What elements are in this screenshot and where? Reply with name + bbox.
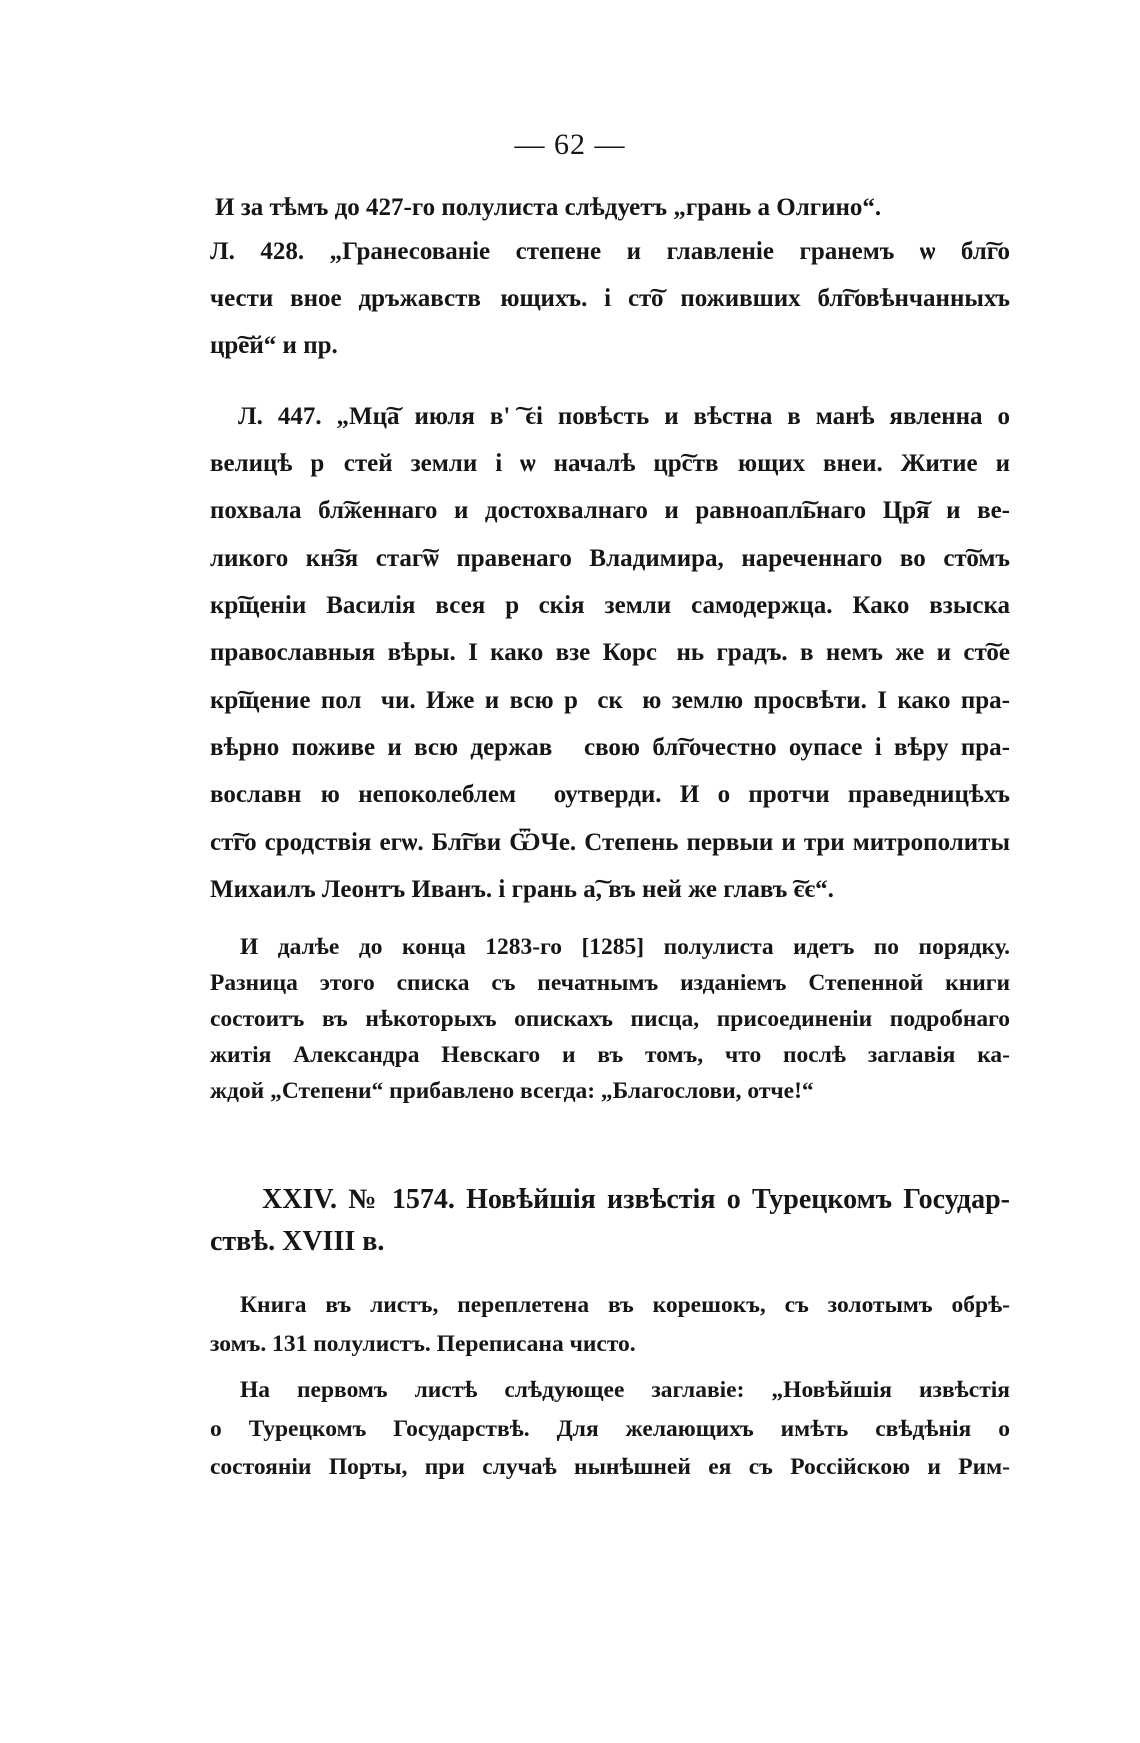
text-line: похвала бл͠женнаго и достохвалнаго и равноапл͠ьнаго Цр͠я и ве- <box>210 497 1010 524</box>
text-line: кр͠щеніи Василія всея р꙽скія земли самодержца. Како взыска <box>210 592 1010 619</box>
text-line: И далѣе до конца 1283-го [1285] полулиста идетъ по порядку. <box>240 934 1010 960</box>
text-line: Л. 447. „Мц͠а июля в' ͠єі повѣсть и вѣстна в манѣ явленна о <box>238 403 1010 430</box>
text-line: велицѣ р꙽стей земли і ѡ началѣ цр͠ств꙽ющих внеи. Житие и <box>210 450 1010 477</box>
text-line: состояніи Порты, при случаѣ нынѣшней ея съ Россійскою и Рим- <box>210 1454 1010 1480</box>
text-line: И за тѣмъ до 427-го полулиста слѣдуетъ „грань а Олгино“. <box>215 194 882 221</box>
section-heading: ствѣ. XVIII в. <box>210 1226 385 1257</box>
text-line: вѣрно поживе и всю держав꙽ свою бл͠гочестно оупасе і вѣру пра- <box>210 734 1010 761</box>
section-heading: XXIV. № 1574. Новѣйшія извѣстія о Турецкомъ Государ- <box>262 1184 1010 1215</box>
text-line: Л. 428. „Гранесованіе степене и главленіе гранемъ ѡ бл͠го <box>210 238 1010 265</box>
text-line: На первомъ листѣ слѣдующее заглавіе: „Новѣйшія извѣстія <box>240 1377 1010 1403</box>
text-line: Михаилъ Леонтъ Иванъ. і грань а͠, въ ней же главъ ͠єє“. <box>210 876 834 903</box>
text-line: ликого кн͠зя стаг͠ѡ правенаго Владимира, нареченнаго во ст͠омъ <box>210 545 1010 572</box>
page-number: — 62 — <box>514 128 626 161</box>
text-line: ждой „Степени“ прибавлено всегда: „Благослови, отче!“ <box>210 1078 814 1104</box>
text-line: чести вное дръжавств꙽ющихъ. і ст͠о поживших бл͠говѣнчанныхъ <box>210 285 1010 312</box>
text-line: о Турецкомъ Государствѣ. Для желающихъ имѣть свѣдѣнія о <box>210 1416 1010 1442</box>
text-line: Разница этого списка съ печатнымъ изданіемъ Степенной книги <box>210 970 1010 996</box>
text-line: зомъ. 131 полулистъ. Переписана чисто. <box>210 1331 636 1357</box>
text-line: православныя вѣры. І како взе Корс꙽нь градъ. в немъ же и ст͠ое <box>210 639 1010 666</box>
text-line: состоитъ въ нѣкоторыхъ опискахъ писца, присоединеніи подробнаго <box>210 1006 1010 1032</box>
text-line: ст͠го сродствія егѡ. Бл͠гви ѾЧе. Степень первыи и три митрополиты <box>210 829 1010 856</box>
text-line: Книга въ листъ, переплетена въ корешокъ, съ золотымъ обрѣ- <box>240 1292 1010 1318</box>
text-line: вославн꙽ю непоколеблем꙽ оутверди. И о протчи праведницѣхъ <box>210 781 1010 808</box>
text-line: кр͠щение пол꙽чи. Иже и всю р꙽ск꙽ю землю просвѣти. І како пра- <box>210 687 1010 714</box>
text-line: житія Александра Невскаго и въ томъ, что послѣ заглавія ка- <box>210 1042 1010 1068</box>
text-line: цр͠ей“ и пр. <box>210 332 338 359</box>
